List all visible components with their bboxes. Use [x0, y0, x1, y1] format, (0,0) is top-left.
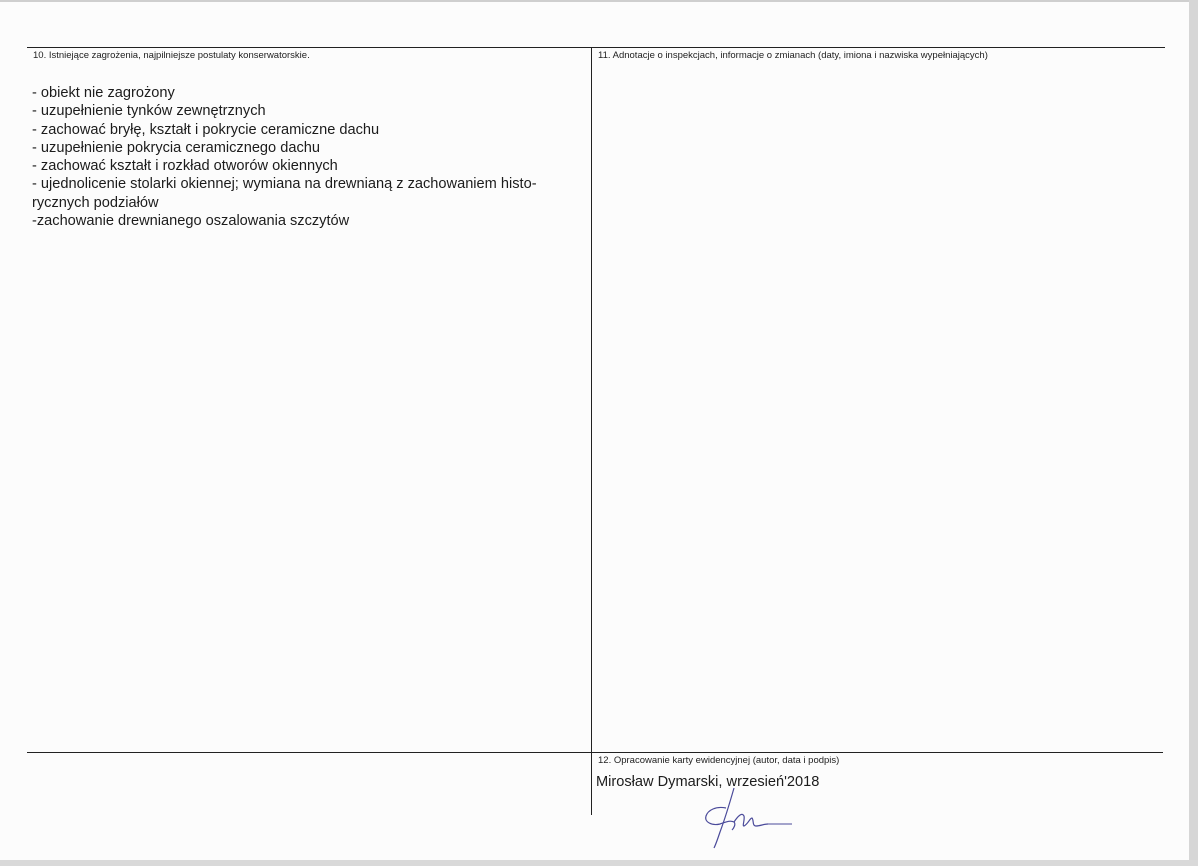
list-item: rycznych podziałów [32, 194, 159, 211]
scan-edge-right [1189, 0, 1198, 866]
list-item: - uzupełnienie pokrycia ceramicznego dachu [32, 139, 320, 156]
scan-edge-bottom [0, 860, 1198, 866]
author-date-value: Mirosław Dymarski, wrzesień'2018 [596, 774, 820, 790]
section-10-label: 10. Istniejące zagrożenia, najpilniejsze postulaty konserwatorskie. [33, 50, 310, 61]
lower-rule [27, 752, 1163, 753]
scan-edge-top [0, 0, 1198, 2]
list-item: - obiekt nie zagrożony [32, 85, 175, 101]
section-11-label: 11. Adnotacje o inspekcjach, informacje o zmianach (daty, imiona i nazwiska wypełniających) [598, 50, 988, 61]
list-item: - uzupełnienie tynków zewnętrznych [32, 103, 266, 120]
threat-list [32, 84, 584, 230]
handwritten-signature-icon [690, 780, 800, 852]
list-item: -zachowanie drewnianego oszalowania szczytów [32, 213, 350, 230]
top-rule [27, 47, 1165, 48]
list-item: - ujednolicenie stolarki okiennej; wymiana na drewnianą z zachowaniem histo- [32, 176, 537, 193]
list-item: - zachować bryłę, kształt i pokrycie ceramiczne dachu [32, 121, 380, 138]
list-item: - zachować kształt i rozkład otworów okiennych [32, 158, 338, 175]
section-12-label: 12. Opracowanie karty ewidencyjnej (autor, data i podpis) [598, 755, 840, 766]
column-divider [591, 47, 592, 815]
